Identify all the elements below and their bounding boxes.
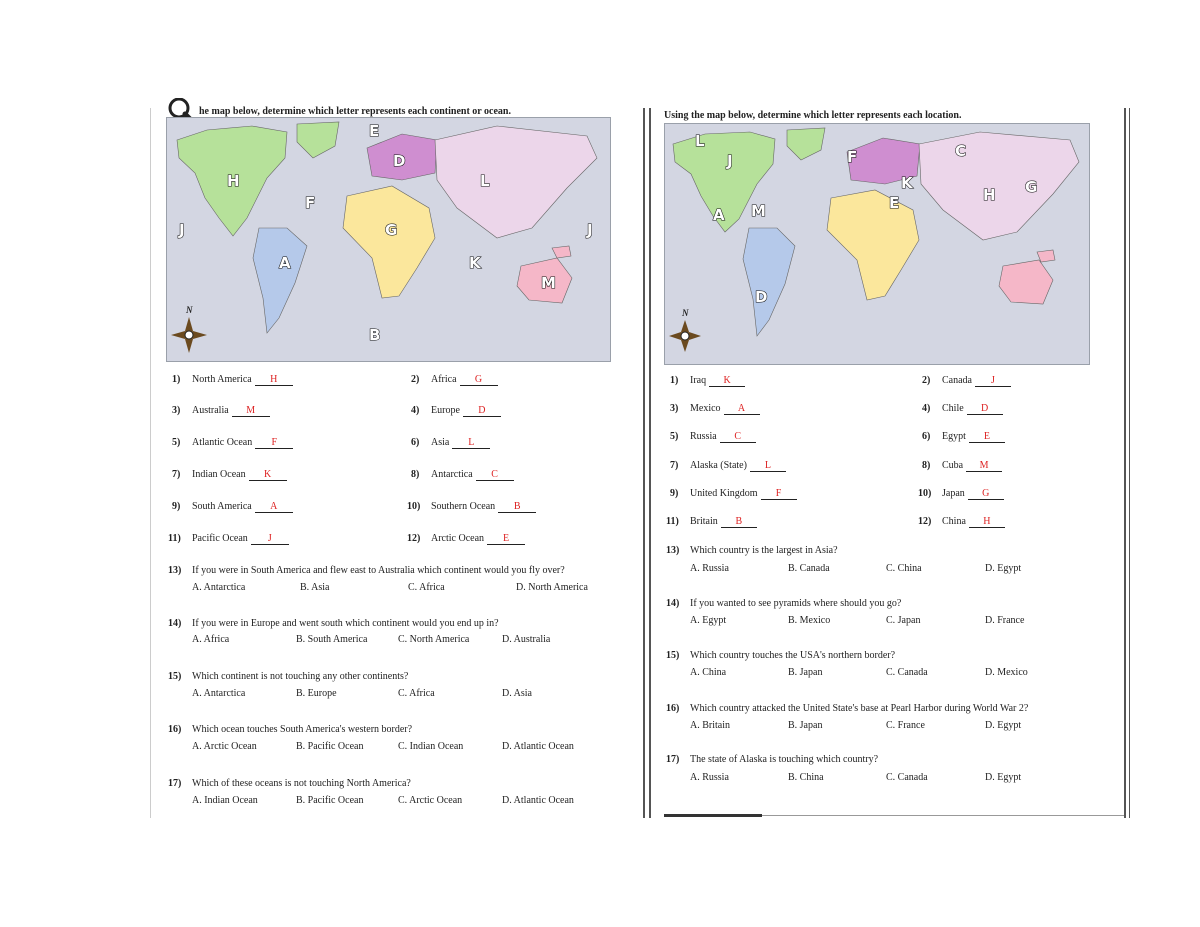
map-letter-g: G — [1025, 178, 1038, 196]
map-letter-c: C — [955, 142, 967, 160]
map-letter-l: L — [480, 172, 490, 190]
option[interactable]: D. Egypt — [985, 720, 1022, 731]
option[interactable]: B. Asia — [300, 582, 330, 593]
right-blank-5: 5) Russia C — [670, 431, 756, 443]
right-question-13: 13) Which country is the largest in Asia? — [666, 545, 838, 556]
right-title: Using the map below, determine which letter represents each location. — [664, 110, 962, 121]
option[interactable]: D. Mexico — [985, 667, 1028, 678]
left-blank-2: 2) Africa G — [411, 374, 498, 386]
map-letter-f: F — [305, 194, 316, 212]
right-blank-9: 9) United Kingdom F — [670, 488, 797, 500]
left-blank-10: 10) Southern Ocean B — [407, 501, 536, 513]
map-letter-k: K — [901, 174, 913, 192]
option[interactable]: B. Japan — [788, 667, 823, 678]
option[interactable]: D. Atlantic Ocean — [502, 795, 574, 806]
option[interactable]: B. Pacific Ocean — [296, 795, 364, 806]
option[interactable]: B. Pacific Ocean — [296, 741, 364, 752]
left-blank-1: 1) North America H — [172, 374, 293, 386]
map-letter-d: D — [755, 288, 768, 306]
map-letter-b: B — [369, 326, 381, 344]
option[interactable]: C. Arctic Ocean — [398, 795, 463, 806]
right-blank-10: 10) Japan G — [918, 488, 1004, 500]
right-question-17: 17) The state of Alaska is touching which country? — [666, 754, 879, 765]
right-blank-6: 6) Egypt E — [922, 431, 1005, 443]
option[interactable]: B. Canada — [788, 563, 830, 574]
map-letter-e: E — [369, 122, 380, 140]
option[interactable]: A. Arctic Ocean — [192, 741, 257, 752]
option[interactable]: B. China — [788, 772, 824, 783]
option[interactable]: A. Russia — [690, 563, 729, 574]
map-letter-e: E — [889, 194, 900, 212]
option[interactable]: D. Atlantic Ocean — [502, 741, 574, 752]
divider-line — [643, 108, 651, 818]
option[interactable]: A. Antarctica — [192, 688, 246, 699]
left-blank-12: 12) Arctic Ocean E — [407, 533, 525, 545]
map-letter-m: M — [541, 274, 556, 292]
right-blank-3: 3) Mexico A — [670, 403, 760, 415]
map-letter-h: H — [983, 186, 996, 204]
left-question-15: 15) Which continent is not touching any other continents? — [168, 671, 409, 682]
left-blank-4: 4) Europe D — [411, 405, 501, 417]
option[interactable]: A. Russia — [690, 772, 729, 783]
option[interactable]: C. Japan — [886, 615, 921, 626]
option[interactable]: A. Antarctica — [192, 582, 246, 593]
left-blank-6: 6) Asia L — [411, 437, 490, 449]
option[interactable]: D. Asia — [502, 688, 532, 699]
right-blank-8: 8) Cuba M — [922, 460, 1002, 472]
compass-rose-icon — [669, 308, 701, 352]
map-letter-l: L — [695, 132, 705, 150]
left-title: he map below, determine which letter represents each continent or ocean. — [199, 106, 511, 117]
right-blank-11: 11) Britain B — [666, 516, 757, 528]
option[interactable]: A. Britain — [690, 720, 730, 731]
right-world-map — [664, 123, 1090, 365]
option[interactable]: D. Australia — [502, 634, 551, 645]
option[interactable]: B. South America — [296, 634, 368, 645]
option[interactable]: D. North America — [516, 582, 588, 593]
option[interactable]: A. China — [690, 667, 727, 678]
left-question-17: 17) Which of these oceans is not touching North America? — [168, 778, 411, 789]
right-blank-1: 1) Iraq K — [670, 375, 745, 387]
option[interactable]: C. Africa — [398, 688, 435, 699]
right-page-border — [1124, 108, 1130, 818]
option[interactable]: C. Indian Ocean — [398, 741, 464, 752]
right-blank-7: 7) Alaska (State) L — [670, 460, 786, 472]
left-blank-9: 9) South America A — [172, 501, 293, 513]
option[interactable]: C. Africa — [408, 582, 445, 593]
left-blank-11: 11) Pacific Ocean J — [168, 533, 289, 545]
svg-text:N: N — [186, 305, 193, 315]
option[interactable]: C. China — [886, 563, 922, 574]
option[interactable]: A. Egypt — [690, 615, 727, 626]
option[interactable]: B. Mexico — [788, 615, 831, 626]
option[interactable]: A. Africa — [192, 634, 230, 645]
map-letter-j: J — [727, 152, 733, 170]
option[interactable]: C. North America — [398, 634, 470, 645]
map-letter-k: K — [469, 254, 481, 272]
map-letter-d: D — [393, 152, 406, 170]
left-page-border — [150, 108, 151, 818]
bottom-rule-dark — [664, 814, 762, 817]
right-question-14: 14) If you wanted to see pyramids where should you go? — [666, 598, 902, 609]
map-letter-j-east: J — [587, 221, 593, 239]
map-letter-m: M — [751, 202, 766, 220]
left-blank-3: 3) Australia M — [172, 405, 270, 417]
option[interactable]: D. Egypt — [985, 772, 1022, 783]
map-letter-j-west: J — [179, 221, 185, 239]
option[interactable]: B. Europe — [296, 688, 337, 699]
map-letter-a: A — [713, 206, 725, 224]
right-question-15: 15) Which country touches the USA's northern border? — [666, 650, 896, 661]
map-letter-h: H — [227, 172, 240, 190]
map-letter-g: G — [385, 221, 398, 239]
left-blank-8: 8) Antarctica C — [411, 469, 514, 481]
left-blank-5: 5) Atlantic Ocean F — [172, 437, 293, 449]
option[interactable]: C. Canada — [886, 667, 928, 678]
option[interactable]: D. Egypt — [985, 563, 1022, 574]
left-blank-7: 7) Indian Ocean K — [172, 469, 287, 481]
option[interactable]: D. France — [985, 615, 1025, 626]
right-blank-12: 12) China H — [918, 516, 1005, 528]
option[interactable]: C. Canada — [886, 772, 928, 783]
svg-text:N: N — [682, 308, 689, 318]
option[interactable]: B. Japan — [788, 720, 823, 731]
left-question-13: 13) If you were in South America and flew east to Australia which continent would you fly over? — [168, 565, 565, 576]
right-question-16: 16) Which country attacked the United State's base at Pearl Harbor during World War 2? — [666, 703, 1029, 714]
compass-rose-icon — [171, 305, 207, 353]
map-letter-f: F — [847, 148, 858, 166]
left-world-map — [166, 117, 611, 362]
left-question-16: 16) Which ocean touches South America's western border? — [168, 724, 413, 735]
map-letter-a: A — [279, 254, 291, 272]
option[interactable]: C. France — [886, 720, 925, 731]
right-blank-2: 2) Canada J — [922, 375, 1011, 387]
option[interactable]: A. Indian Ocean — [192, 795, 258, 806]
left-question-14: 14) If you were in Europe and went south which continent would you end up in? — [168, 618, 499, 629]
right-blank-4: 4) Chile D — [922, 403, 1003, 415]
